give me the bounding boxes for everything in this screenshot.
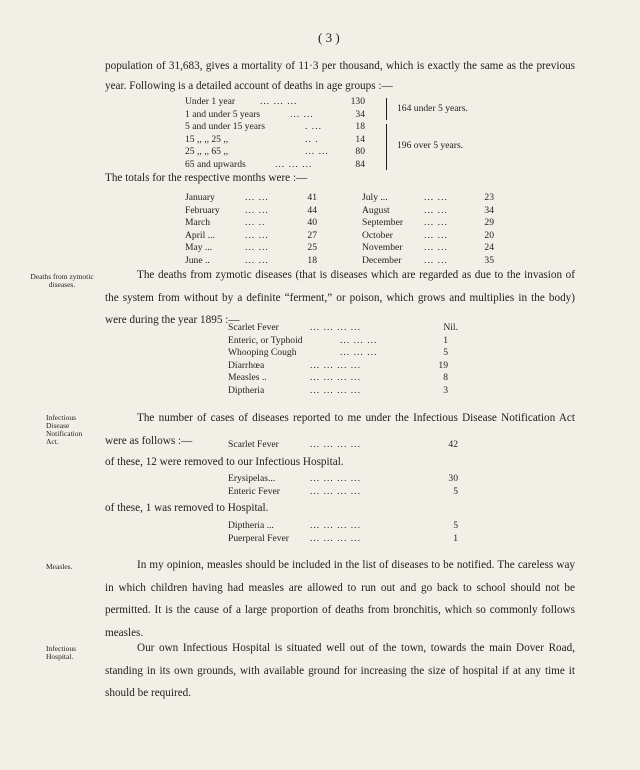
- disease-label: Whooping Cough: [228, 347, 297, 358]
- monthly-intro: The totals for the respective months were :—: [105, 172, 308, 184]
- month-label: December: [362, 254, 402, 266]
- month-dots: ... ...: [245, 242, 269, 253]
- age-value: 18: [355, 121, 365, 132]
- zymotic-paragraph: The deaths from zymotic diseases (that is diseases which are regarded as due to the invasion of the system from without by a definite “ferment,” or poison, which grows and multiplies in the body) were during the year 1895 :—: [105, 269, 575, 326]
- margin-note-hospital: Infectious Hospital.: [46, 644, 76, 661]
- age-label: 65 and upwards: [185, 158, 246, 170]
- disease-label: Scarlet Fever: [228, 439, 279, 450]
- month-value: 34: [484, 204, 494, 216]
- notification-paragraph: The number of cases of diseases reported to me under the Infectious Disease Notification Act were as follows :—: [105, 412, 575, 447]
- removed-note-12: of these, 12 were removed to our Infectious Hospital.: [105, 456, 344, 468]
- disease-value: 1: [443, 334, 448, 346]
- disease-value: 19: [438, 359, 448, 371]
- brace-under-5: [386, 98, 387, 120]
- disease-dots: ... ... ... ...: [310, 532, 361, 544]
- month-dots: ... ...: [424, 217, 448, 228]
- measles-paragraph: In my opinion, measles should be included in the list of diseases to be notified. The careless way in which children having had measles are allowed to run out and go back to school should not be permitted. It is the cause of a large proportion of deaths from bronchitis, which so commonly follows measles.: [105, 559, 575, 639]
- age-value: 130: [350, 96, 365, 107]
- age-dots: ... ... ...: [275, 158, 313, 170]
- month-value: 25: [307, 242, 317, 253]
- age-label: 25 ,, ,, 65 ,,: [185, 146, 229, 157]
- month-label: November: [362, 242, 403, 253]
- disease-value: Nil.: [443, 322, 458, 333]
- month-value: 29: [484, 217, 494, 228]
- month-label: May ...: [185, 242, 213, 253]
- disease-value: 5: [453, 520, 458, 531]
- age-dots: ... ...: [305, 146, 329, 157]
- age-dots: ... ...: [290, 108, 314, 120]
- disease-dots: ... ... ... ...: [310, 384, 361, 396]
- age-dots: . ...: [305, 121, 322, 132]
- month-dots: ... ...: [424, 229, 448, 241]
- age-value: 80: [355, 146, 365, 157]
- disease-label: Diarrhœa: [228, 359, 265, 371]
- month-value: 27: [307, 229, 317, 241]
- disease-dots: ... ... ... ...: [310, 439, 361, 450]
- margin-note-measles: Measles.: [46, 562, 73, 571]
- disease-label: Puerperal Fever: [228, 532, 290, 544]
- page-number: ( 3 ): [318, 30, 340, 45]
- month-dots: ... ...: [424, 192, 448, 203]
- month-label: September: [362, 217, 404, 228]
- month-value: 20: [484, 229, 494, 241]
- disease-value: 8: [443, 372, 448, 383]
- month-value: 41: [307, 192, 317, 203]
- age-dots: .. .: [305, 133, 319, 145]
- disease-label: Scarlet Fever: [228, 322, 279, 333]
- month-label: February: [185, 204, 220, 216]
- removed-note-1: of these, 1 was removed to Hospital.: [105, 502, 269, 514]
- month-value: 23: [484, 192, 494, 203]
- age-dots: ... ... ...: [260, 96, 298, 107]
- disease-label: Enteric Fever: [228, 485, 280, 497]
- margin-note-zymotic: Deaths from zymotic diseases.: [30, 272, 94, 289]
- month-dots: ... ...: [424, 254, 448, 266]
- over-5-total: 196 over 5 years.: [397, 140, 464, 151]
- age-label: 15 ,, ,, 25 ,,: [185, 133, 229, 145]
- disease-dots: ... ... ...: [340, 334, 378, 346]
- disease-value: 5: [453, 485, 458, 497]
- month-dots: ... ..: [245, 217, 266, 228]
- intro-paragraph: population of 31,683, gives a mortality of 11·3 per thousand, which is exactly the same as the previous year. Following is a detailed account of deaths in age groups :—: [105, 60, 575, 92]
- month-label: June ..: [185, 254, 210, 266]
- age-value: 84: [355, 158, 365, 170]
- month-dots: ... ...: [245, 204, 269, 216]
- month-dots: ... ...: [245, 192, 269, 203]
- age-label: Under 1 year: [185, 96, 236, 107]
- month-label: January: [185, 192, 215, 203]
- month-dots: ... ...: [245, 254, 269, 266]
- age-label: 5 and under 15 years: [185, 121, 265, 132]
- month-dots: ... ...: [424, 204, 448, 216]
- month-value: 40: [307, 217, 317, 228]
- age-value: 14: [355, 133, 365, 145]
- month-label: March: [185, 217, 211, 228]
- disease-dots: ... ... ... ...: [310, 322, 361, 333]
- disease-value: 42: [448, 439, 458, 450]
- disease-value: 5: [443, 347, 448, 358]
- month-label: October: [362, 229, 393, 241]
- month-value: 24: [484, 242, 494, 253]
- disease-value: 30: [448, 473, 458, 484]
- under-5-total: 164 under 5 years.: [397, 103, 468, 114]
- month-dots: ... ...: [424, 242, 448, 253]
- disease-label: Enteric, or Typhoid: [228, 334, 303, 346]
- disease-label: Diptheria ...: [228, 520, 274, 531]
- margin-note-notification-act: Infectious Disease Notification Act.: [46, 413, 83, 446]
- disease-dots: ... ... ... ...: [310, 359, 361, 371]
- month-label: July ...: [362, 192, 388, 203]
- month-value: 35: [484, 254, 494, 266]
- hospital-paragraph: Our own Infectious Hospital is situated well out of the town, towards the main Dover Road, standing in its own grounds, with available ground for increasing the size of hospital if at any time it should be required.: [105, 642, 575, 699]
- disease-dots: ... ... ... ...: [310, 485, 361, 497]
- month-label: August: [362, 204, 390, 216]
- month-dots: ... ...: [245, 229, 269, 241]
- disease-label: Diptheria: [228, 384, 265, 396]
- disease-dots: ... ... ... ...: [310, 520, 361, 531]
- month-value: 44: [307, 204, 317, 216]
- disease-dots: ... ... ... ...: [310, 473, 361, 484]
- disease-label: Measles ..: [228, 372, 267, 383]
- disease-dots: ... ... ...: [340, 347, 378, 358]
- month-value: 18: [307, 254, 317, 266]
- disease-dots: ... ... ... ...: [310, 372, 361, 383]
- brace-over-5: [386, 124, 387, 170]
- age-label: 1 and under 5 years: [185, 108, 261, 120]
- disease-value: 1: [453, 532, 458, 544]
- disease-label: Erysipelas...: [228, 473, 276, 484]
- month-label: April ...: [185, 229, 215, 241]
- age-value: 34: [355, 108, 365, 120]
- disease-value: 3: [443, 384, 448, 396]
